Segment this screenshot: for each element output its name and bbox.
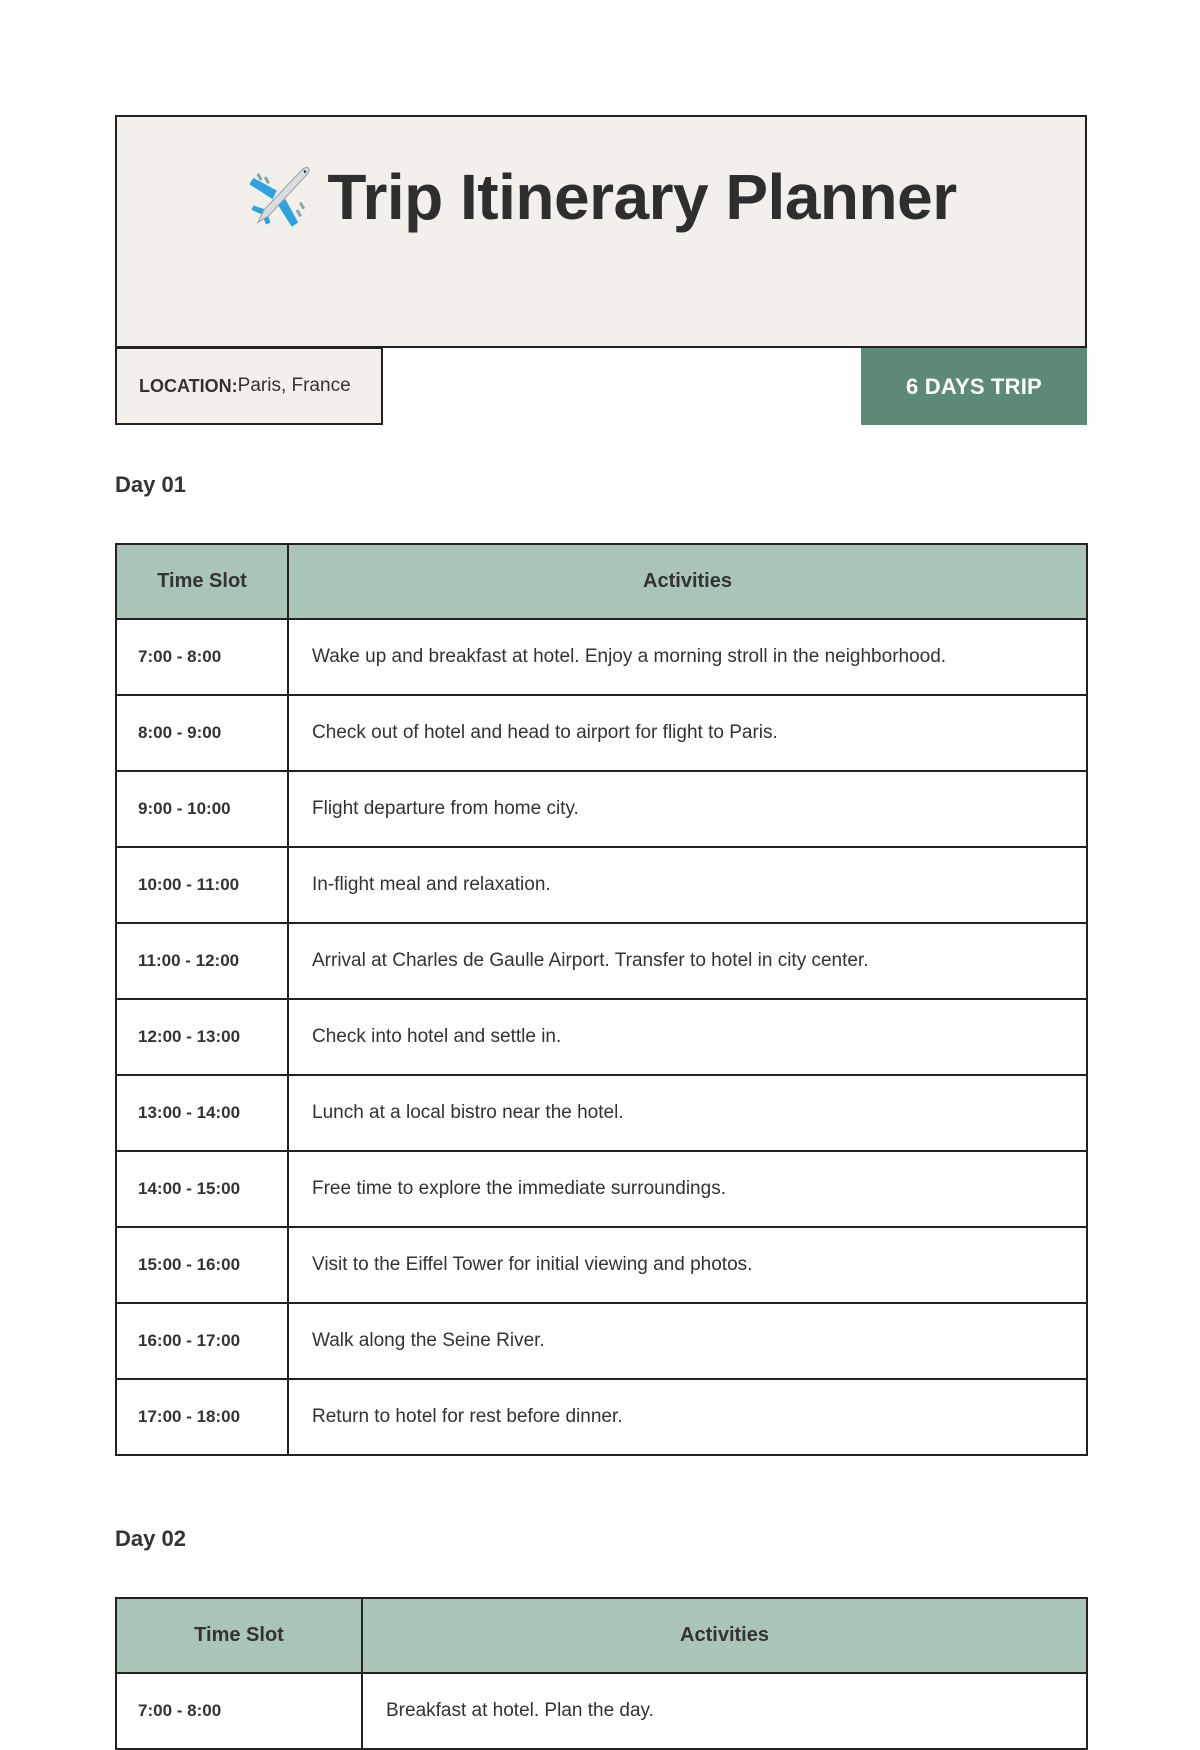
table-row: [116, 923, 1087, 999]
activity-cell: Check into hotel and settle in.: [288, 999, 1087, 1075]
table-header-row: [116, 544, 1087, 619]
activity-cell: Lunch at a local bistro near the hotel.: [288, 1075, 1087, 1151]
title-banner: [115, 115, 1087, 348]
day-heading: Day 01: [115, 472, 186, 497]
trip-duration-badge: 6 DAYS TRIP: [861, 348, 1087, 425]
column-header-activities: Activities: [288, 544, 1087, 619]
time-slot-cell: 15:00 - 16:00: [116, 1227, 288, 1303]
table-row: [116, 1151, 1087, 1227]
time-slot-cell: 13:00 - 14:00: [116, 1075, 288, 1151]
table-row: [116, 999, 1087, 1075]
table-row: [116, 695, 1087, 771]
page-title: [245, 157, 956, 237]
trip-meta-row: [115, 348, 1087, 426]
activity-cell: Check out of hotel and head to airport for flight to Paris.: [288, 695, 1087, 771]
activity-cell: Visit to the Eiffel Tower for initial viewing and photos.: [288, 1227, 1087, 1303]
activity-cell: Return to hotel for rest before dinner.: [288, 1379, 1087, 1455]
table-row: [116, 1673, 1087, 1749]
itinerary-page: [115, 115, 1087, 1750]
table-row: [116, 1379, 1087, 1455]
day-itinerary-table: [115, 543, 1088, 1456]
activity-cell: Free time to explore the immediate surroundings.: [288, 1151, 1087, 1227]
title-text: Trip Itinerary Planner: [327, 161, 957, 233]
time-slot-cell: 8:00 - 9:00: [116, 695, 288, 771]
table-row: [116, 771, 1087, 847]
activity-cell: Wake up and breakfast at hotel. Enjoy a morning stroll in the neighborhood.: [288, 619, 1087, 695]
time-slot-cell: 14:00 - 15:00: [116, 1151, 288, 1227]
table-row: [116, 1227, 1087, 1303]
location-label: LOCATION:: [139, 375, 238, 396]
time-slot-cell: 16:00 - 17:00: [116, 1303, 288, 1379]
activity-cell: Breakfast at hotel. Plan the day.: [362, 1673, 1087, 1749]
table-row: [116, 847, 1087, 923]
location-box: [115, 348, 383, 425]
location-value: Paris, France: [237, 375, 351, 396]
table-row: [116, 1075, 1087, 1151]
time-slot-cell: 10:00 - 11:00: [116, 847, 288, 923]
activity-cell: Flight departure from home city.: [288, 771, 1087, 847]
column-header-activities: Activities: [362, 1598, 1087, 1673]
time-slot-cell: 7:00 - 8:00: [116, 1673, 362, 1749]
table-row: [116, 619, 1087, 695]
activity-cell: Walk along the Seine River.: [288, 1303, 1087, 1379]
airplane-icon: [245, 163, 313, 231]
time-slot-cell: 17:00 - 18:00: [116, 1379, 288, 1455]
column-header-time-slot: Time Slot: [116, 544, 288, 619]
column-header-time-slot: Time Slot: [116, 1598, 362, 1673]
time-slot-cell: 9:00 - 10:00: [116, 771, 288, 847]
day-heading: Day 02: [115, 1526, 186, 1551]
time-slot-cell: 12:00 - 13:00: [116, 999, 288, 1075]
activity-cell: Arrival at Charles de Gaulle Airport. Transfer to hotel in city center.: [288, 923, 1087, 999]
table-row: [116, 1303, 1087, 1379]
time-slot-cell: 7:00 - 8:00: [116, 619, 288, 695]
activity-cell: In-flight meal and relaxation.: [288, 847, 1087, 923]
table-header-row: [116, 1598, 1087, 1673]
time-slot-cell: 11:00 - 12:00: [116, 923, 288, 999]
day-itinerary-table: [115, 1597, 1088, 1750]
